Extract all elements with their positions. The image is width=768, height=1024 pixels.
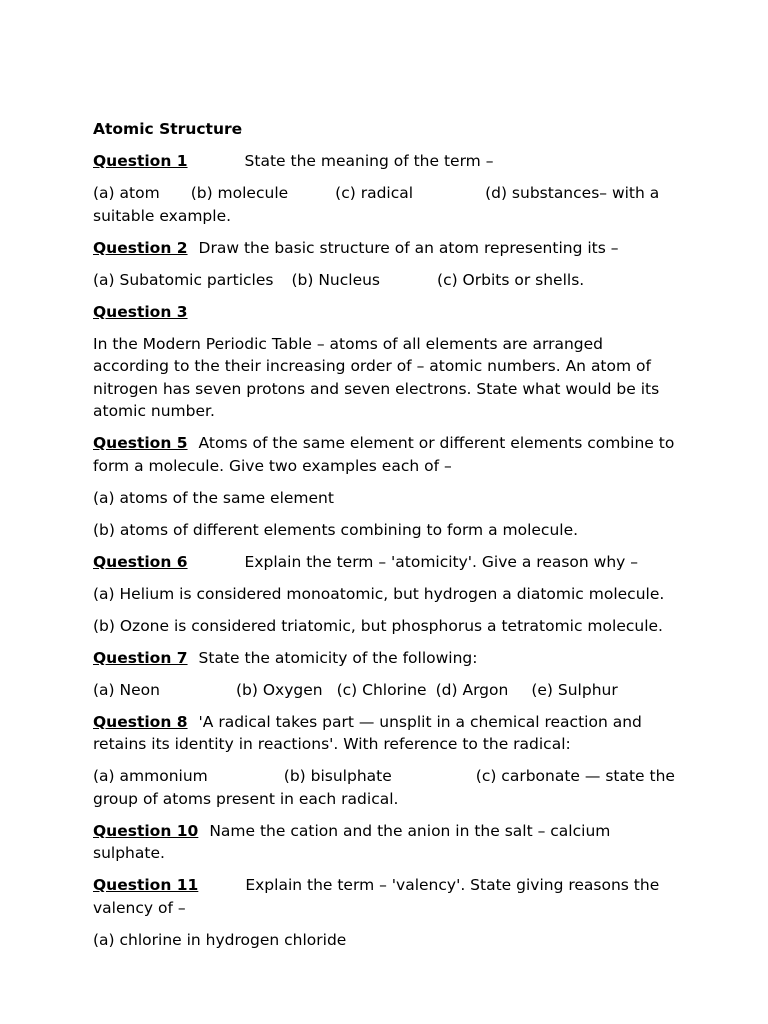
question-8-continuation: group of atoms present in each radical. [93, 789, 399, 808]
question-6-label: Question 6 [93, 552, 188, 571]
question-10-text: Name the cation and the anion in the salt – calcium sulphate. [93, 821, 611, 862]
question-10 [93, 820, 683, 865]
question-5 [93, 432, 683, 477]
question-2-label: Question 2 [93, 238, 188, 257]
question-1-option-b: (b) molecule [190, 184, 289, 202]
question-1-label: Question 1 [93, 152, 188, 170]
question-8-label: Question 8 [93, 712, 188, 731]
question-1-options [93, 182, 683, 227]
question-1-option-d: (d) substances– with a [485, 184, 660, 202]
question-7 [93, 647, 683, 670]
question-5-option-a: (a) atoms of the same element [93, 488, 334, 507]
question-5-text: Atoms of the same element or different elements combine to form a molecule. Give two examples each of – [93, 434, 675, 475]
question-3-text: In the Modern Periodic Table – atoms of all elements are arranged according to the their increasing order of – atomic numbers. An atom of nitrogen has seven protons and seven electrons. State what would be its atomic number. [93, 334, 660, 420]
question-8-text: 'A radical takes part — unsplit in a chemical reaction and retains its identity in reactions'. With reference to the radical: [93, 712, 642, 753]
question-1 [93, 150, 683, 173]
question-7-option-d: (d) Argon [435, 680, 509, 699]
question-1-text: State the meaning of the term – [244, 152, 494, 170]
question-3 [93, 301, 683, 324]
question-11-text: Explain the term – 'valency'. State giving reasons the valency of – [93, 876, 660, 917]
question-2-option-c: (c) Orbits or shells. [437, 270, 585, 289]
question-8-option-a: (a) ammonium [93, 767, 208, 785]
question-2-text: Draw the basic structure of an atom representing its – [198, 238, 619, 257]
question-7-option-c: (c) Chlorine [336, 680, 427, 699]
question-8-options [93, 765, 683, 810]
question-11-option-a: (a) chlorine in hydrogen chloride [93, 930, 347, 949]
question-3-label: Question 3 [93, 302, 188, 321]
question-7-label: Question 7 [93, 648, 188, 667]
question-6 [93, 551, 683, 574]
document-body [93, 118, 683, 961]
question-7-option-e: (e) Sulphur [531, 680, 618, 699]
question-8-option-c: (c) carbonate — state the [475, 767, 675, 785]
document-title: Atomic Structure [93, 120, 243, 138]
question-7-option-b: (b) Oxygen [235, 680, 323, 699]
question-2-options [93, 269, 683, 292]
question-1-option-c: (c) radical [335, 184, 414, 202]
question-2-option-b: (b) Nucleus [291, 270, 381, 289]
question-7-text: State the atomicity of the following: [198, 648, 478, 667]
question-1-continuation: suitable example. [93, 206, 232, 225]
question-5-label: Question 5 [93, 434, 188, 452]
question-11 [93, 874, 683, 919]
question-11-label: Question 11 [93, 876, 199, 894]
question-8-option-b: (b) bisulphate [283, 767, 392, 785]
question-10-label: Question 10 [93, 821, 199, 840]
question-6-text: Explain the term – 'atomicity'. Give a reason why – [244, 552, 639, 571]
question-7-option-a: (a) Neon [93, 680, 160, 699]
question-2-option-a: (a) Subatomic particles [93, 270, 274, 289]
question-2 [93, 237, 683, 260]
question-8 [93, 711, 683, 756]
question-1-option-a: (a) atom [93, 184, 160, 202]
question-6-option-b: (b) Ozone is considered triatomic, but phosphorus a tetratomic molecule. [93, 616, 663, 635]
question-6-option-a: (a) Helium is considered monoatomic, but hydrogen a diatomic molecule. [93, 584, 665, 603]
question-5-option-b: (b) atoms of different elements combining to form a molecule. [93, 520, 579, 539]
question-7-options [93, 679, 683, 702]
